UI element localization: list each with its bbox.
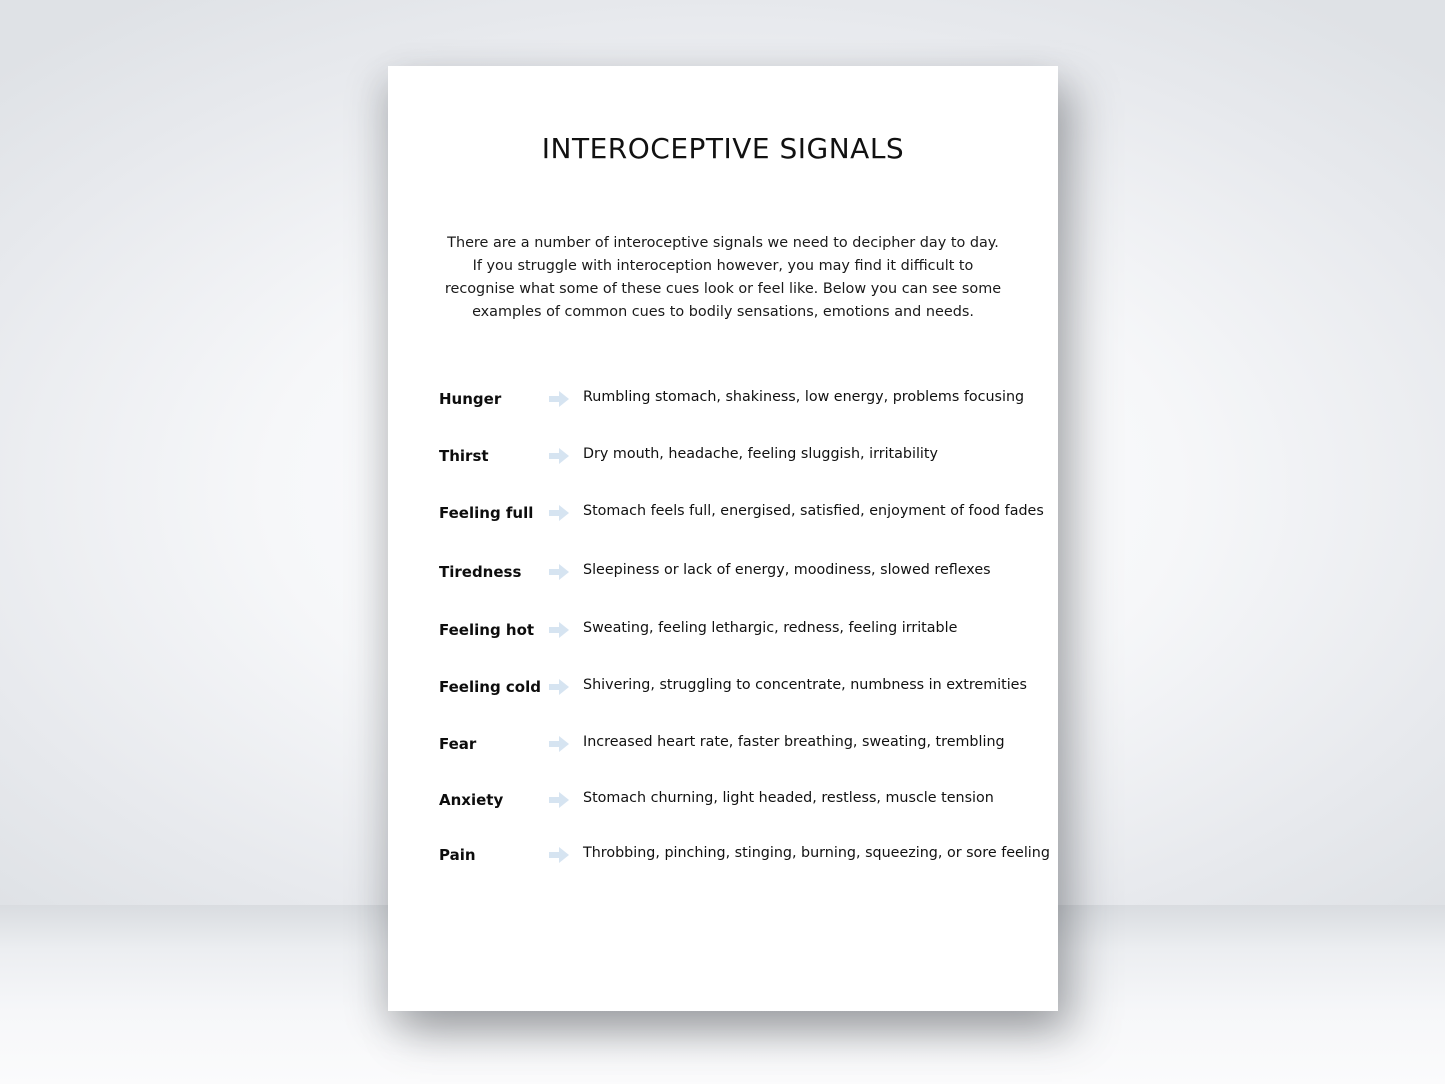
arrow-right-icon bbox=[549, 792, 569, 808]
signal-label: Thirst bbox=[439, 447, 489, 465]
signal-label: Fear bbox=[439, 735, 477, 753]
signal-description: Increased heart rate, faster breathing, sweating, trembling bbox=[583, 734, 1005, 750]
arrow-right-icon bbox=[549, 505, 569, 521]
signal-description: Stomach churning, light headed, restless, muscle tension bbox=[583, 790, 994, 806]
signal-description: Shivering, struggling to concentrate, numbness in extremities bbox=[583, 677, 1027, 693]
list-item bbox=[439, 733, 1039, 757]
signal-description: Rumbling stomach, shakiness, low energy, problems focusing bbox=[583, 389, 1025, 405]
signal-label: Hunger bbox=[439, 390, 502, 408]
signal-description: Sweating, feeling lethargic, redness, feeling irritable bbox=[583, 620, 958, 636]
arrow-right-icon bbox=[549, 391, 569, 407]
list-item bbox=[439, 619, 1039, 643]
signal-label: Feeling hot bbox=[439, 621, 535, 639]
page-title: INTEROCEPTIVE SIGNALS bbox=[541, 132, 905, 165]
list-item bbox=[439, 789, 1039, 813]
list-item bbox=[439, 844, 1050, 868]
signal-description: Sleepiness or lack of energy, moodiness, slowed reflexes bbox=[583, 562, 991, 578]
list-item bbox=[439, 561, 1039, 585]
arrow-right-icon bbox=[549, 679, 569, 695]
signal-description: Stomach feels full, energised, satisfied, enjoyment of food fades bbox=[583, 503, 1044, 519]
intro-paragraph: There are a number of interoceptive signals we need to decipher day to day. If you struggle with interoception however, you may find it difficult to recognise what some of these cues look or feel like. Below you can see some examples of common cues to bodily sensations, emotions and needs. bbox=[444, 235, 1002, 320]
signal-description: Dry mouth, headache, feeling sluggish, irritability bbox=[583, 446, 938, 462]
signal-label: Anxiety bbox=[439, 791, 504, 809]
signal-label: Feeling full bbox=[439, 504, 534, 522]
signal-label: Tiredness bbox=[439, 563, 522, 581]
arrow-right-icon bbox=[549, 736, 569, 752]
document-page bbox=[388, 66, 1058, 1011]
arrow-right-icon bbox=[549, 448, 569, 464]
signal-description: Throbbing, pinching, stinging, burning, squeezing, or sore feeling bbox=[583, 845, 1050, 861]
arrow-right-icon bbox=[549, 622, 569, 638]
arrow-right-icon bbox=[549, 564, 569, 580]
arrow-right-icon bbox=[549, 847, 569, 863]
list-item bbox=[439, 502, 1044, 526]
signal-label: Feeling cold bbox=[439, 678, 541, 696]
signal-label: Pain bbox=[439, 846, 476, 864]
list-item bbox=[439, 676, 1039, 700]
list-item bbox=[439, 388, 1039, 412]
signal-list bbox=[388, 66, 1058, 1011]
list-item bbox=[439, 445, 1039, 469]
